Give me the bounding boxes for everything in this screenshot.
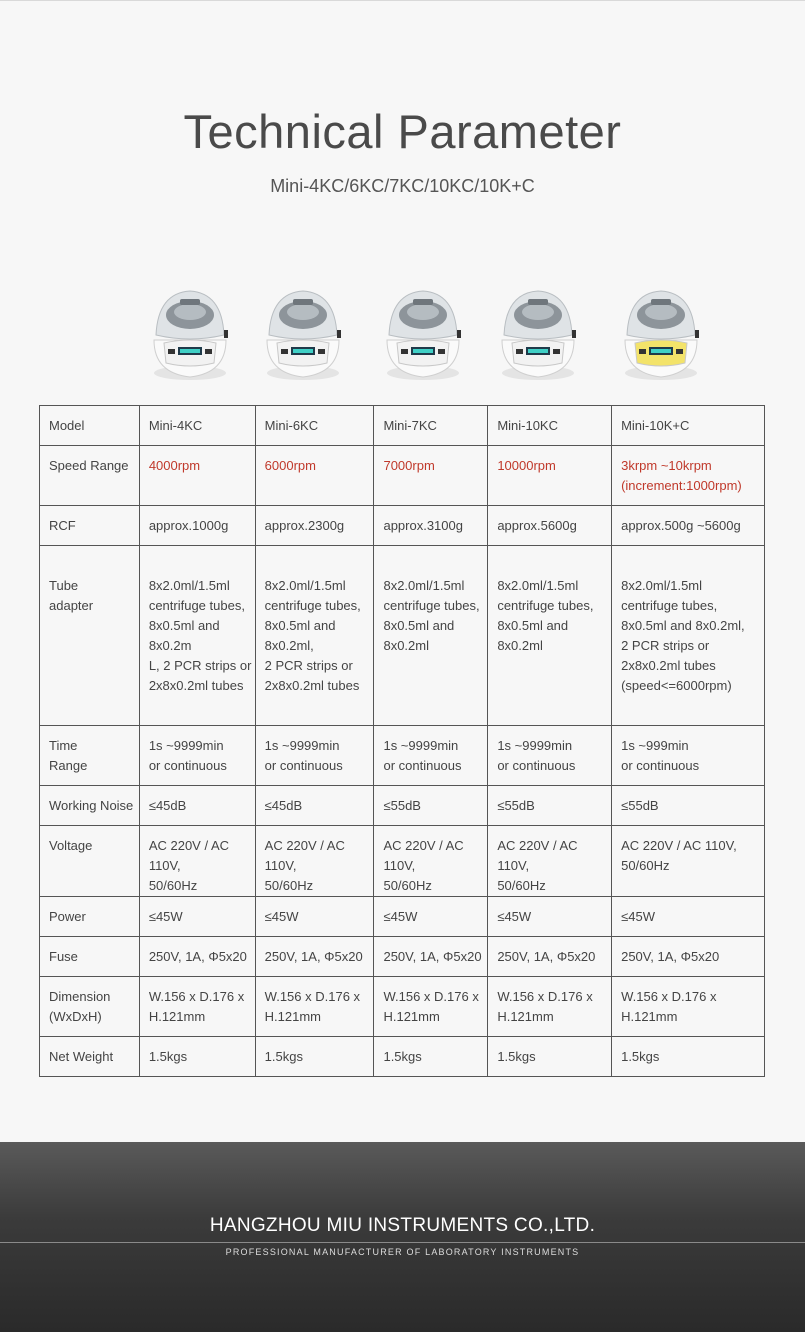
table-cell: 8x2.0ml/1.5ml centrifuge tubes, 8x0.5ml and 8x0.2m L, 2 PCR strips or 2x8x0.2ml tubes [139, 546, 255, 726]
table-cell: 6000rpm [255, 446, 374, 506]
table-cell: 8x2.0ml/1.5ml centrifuge tubes, 8x0.5ml and 8x0.2ml [374, 546, 488, 726]
row-label: Dimension (WxDxH) [40, 977, 140, 1037]
centrifuge-icon [621, 285, 701, 385]
table-cell: ≤45dB [255, 786, 374, 826]
table-cell: AC 220V / AC 110V, 50/60Hz [255, 826, 374, 897]
row-label: Working Noise [40, 786, 140, 826]
table-cell: W.156 x D.176 x H.121mm [139, 977, 255, 1037]
table-cell: 1.5kgs [488, 1037, 612, 1077]
table-cell: 250V, 1A, Φ5x20 [488, 937, 612, 977]
table-cell: 1s ~9999min or continuous [255, 726, 374, 786]
row-label: Power [40, 897, 140, 937]
table-cell: AC 220V / AC 110V, 50/60Hz [139, 826, 255, 897]
page-subtitle: Mini-4KC/6KC/7KC/10KC/10K+C [270, 176, 535, 196]
table-cell: AC 220V / AC 110V, 50/60Hz [488, 826, 612, 897]
table-cell: ≤55dB [374, 786, 488, 826]
table-cell: approx.5600g [488, 506, 612, 546]
table-cell: 250V, 1A, Φ5x20 [139, 937, 255, 977]
table-cell: 250V, 1A, Φ5x20 [255, 937, 374, 977]
table-cell: ≤45W [488, 897, 612, 937]
product-image-2 [263, 285, 343, 385]
table-cell: 250V, 1A, Φ5x20 [374, 937, 488, 977]
table-cell: 1s ~999min or continuous [612, 726, 765, 786]
table-cell: 3krpm ~10krpm (increment:1000rpm) [612, 446, 765, 506]
table-cell: approx.1000g [139, 506, 255, 546]
table-row [40, 977, 765, 1037]
table-cell: Mini-10KC [488, 406, 612, 446]
table-cell: W.156 x D.176 x H.121mm [374, 977, 488, 1037]
row-label: Speed Range [40, 446, 140, 506]
table-row [40, 937, 765, 977]
table-cell: 1s ~9999min or continuous [374, 726, 488, 786]
table-cell: 250V, 1A, Φ5x20 [612, 937, 765, 977]
top-divider [0, 0, 805, 1]
table-cell: W.156 x D.176 x H.121mm [488, 977, 612, 1037]
table-cell: 1s ~9999min or continuous [488, 726, 612, 786]
table-cell: 1s ~9999min or continuous [139, 726, 255, 786]
table-cell: ≤45W [255, 897, 374, 937]
table-cell: Mini-10K+C [612, 406, 765, 446]
table-cell: approx.2300g [255, 506, 374, 546]
table-row [40, 406, 765, 446]
table-cell: 1.5kgs [374, 1037, 488, 1077]
table-row [40, 546, 765, 726]
table-cell: 1.5kgs [139, 1037, 255, 1077]
table-row [40, 726, 765, 786]
table-row [40, 506, 765, 546]
row-label: Voltage [40, 826, 140, 897]
company-tagline: PROFESSIONAL MANUFACTURER OF LABORATORY INSTRUMENTS [225, 1247, 580, 1257]
centrifuge-icon [150, 285, 230, 385]
table-cell: 7000rpm [374, 446, 488, 506]
table-row [40, 446, 765, 506]
table-cell: 8x2.0ml/1.5ml centrifuge tubes, 8x0.5ml and 8x0.2ml, 2 PCR strips or 2x8x0.2ml tubes [255, 546, 374, 726]
table-cell: ≤45dB [139, 786, 255, 826]
product-image-3 [383, 285, 463, 385]
page-title: Technical Parameter [183, 105, 622, 158]
table-cell: 10000rpm [488, 446, 612, 506]
table-row [40, 897, 765, 937]
row-label: RCF [40, 506, 140, 546]
product-image-row [0, 285, 805, 385]
table-cell: ≤45W [374, 897, 488, 937]
table-cell: ≤55dB [488, 786, 612, 826]
table-cell: approx.3100g [374, 506, 488, 546]
table-cell: Mini-7KC [374, 406, 488, 446]
table-cell: 8x2.0ml/1.5ml centrifuge tubes, 8x0.5ml and 8x0.2ml, 2 PCR strips or 2x8x0.2ml tubes (speed<=6000rpm) [612, 546, 765, 726]
table-cell: approx.500g ~5600g [612, 506, 765, 546]
table-cell: 4000rpm [139, 446, 255, 506]
table-cell: 8x2.0ml/1.5ml centrifuge tubes, 8x0.5ml and 8x0.2ml [488, 546, 612, 726]
row-label: Time Range [40, 726, 140, 786]
centrifuge-icon [498, 285, 578, 385]
table-cell: W.156 x D.176 x H.121mm [255, 977, 374, 1037]
product-image-5 [621, 285, 701, 385]
centrifuge-icon [263, 285, 343, 385]
row-label: Fuse [40, 937, 140, 977]
company-name: HANGZHOU MIU INSTRUMENTS CO.,LTD. [209, 1215, 596, 1236]
table-cell: AC 220V / AC 110V, 50/60Hz [612, 826, 765, 897]
table-row [40, 826, 765, 897]
centrifuge-icon [383, 285, 463, 385]
table-cell: ≤55dB [612, 786, 765, 826]
table-cell: ≤45W [139, 897, 255, 937]
table-cell: 1.5kgs [612, 1037, 765, 1077]
row-label: Model [40, 406, 140, 446]
footer-divider [0, 1242, 805, 1243]
table-cell: Mini-6KC [255, 406, 374, 446]
table-row [40, 786, 765, 826]
table-cell: AC 220V / AC 110V, 50/60Hz [374, 826, 488, 897]
row-label: Tube adapter [40, 546, 140, 726]
table-cell: W.156 x D.176 x H.121mm [612, 977, 765, 1037]
product-image-4 [498, 285, 578, 385]
table-cell: Mini-4KC [139, 406, 255, 446]
table-cell: 1.5kgs [255, 1037, 374, 1077]
technical-parameter-table [39, 405, 765, 1077]
footer [0, 1142, 805, 1332]
table-cell: ≤45W [612, 897, 765, 937]
product-image-1 [150, 285, 230, 385]
row-label: Net Weight [40, 1037, 140, 1077]
table-row [40, 1037, 765, 1077]
